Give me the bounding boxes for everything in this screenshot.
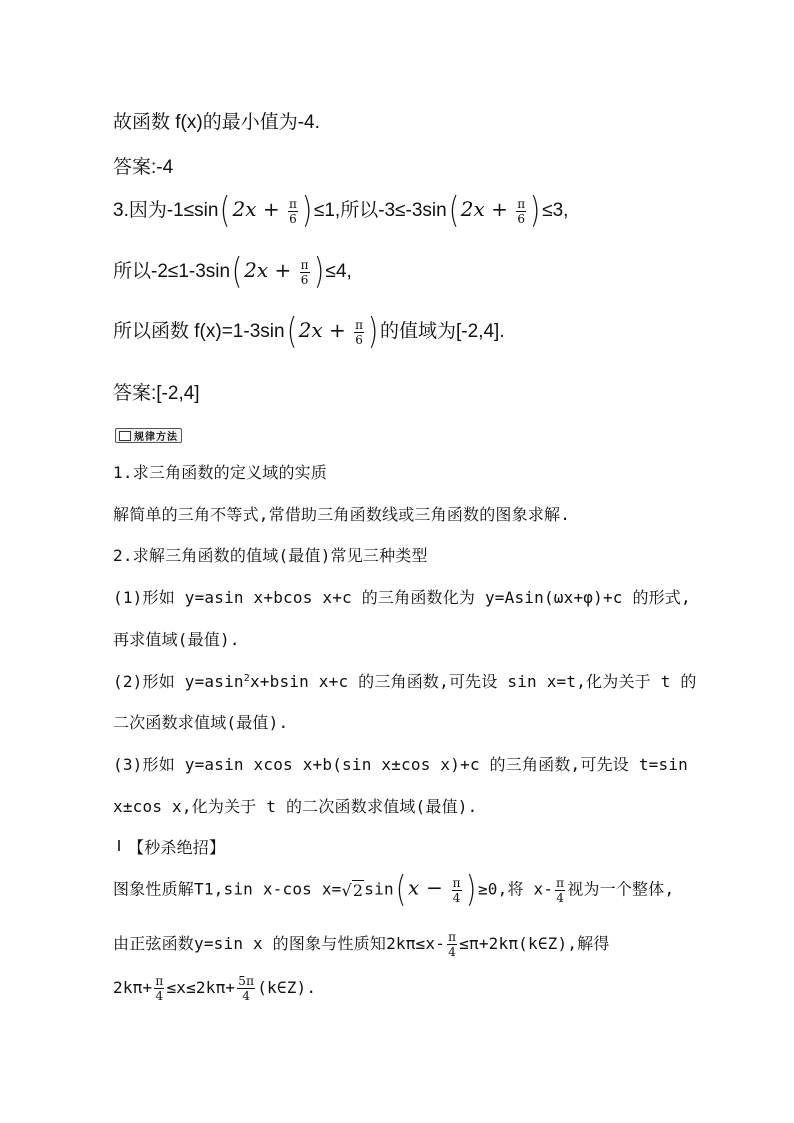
right-paren: ) <box>529 190 541 231</box>
trick-line-2-a: 由正弦函数y=sin x 的图象与性质知2kπ≤x- <box>113 934 446 953</box>
line-4-part-a: 所以-2≤1-3sin <box>113 261 231 283</box>
line-3-part-b: ≤1,所以-3≤-3sin <box>313 200 447 222</box>
trick-line-3-c: (k∈Z). <box>257 978 317 997</box>
line-5-part-a: 所以函数 f(x)=1-3sin <box>113 321 285 343</box>
trick-line-1-c: ≥0,将 x- <box>477 879 554 899</box>
line-3 <box>113 190 569 231</box>
fraction-pi-6: $\frac{\pi}{6}$ <box>300 257 309 287</box>
method-tag <box>115 428 182 443</box>
expr-arg: 2x + <box>460 197 515 222</box>
trick-line-3-b: ≤x≤2kπ+ <box>166 978 236 997</box>
fraction-pi-4: $\frac{\pi}{4}$ <box>155 974 164 1003</box>
method-line-6 <box>113 669 697 692</box>
fraction-pi-6: $\frac{\pi}{6}$ <box>289 196 297 226</box>
method-line-8: (3)形如 y=asin xcos x+b(sin x±cos x)+c 的三角函数,可先设 t=sin <box>113 755 688 774</box>
book-icon <box>119 431 131 441</box>
line-3-part-c: ≤3, <box>542 200 569 222</box>
line-4 <box>113 251 352 292</box>
line-5 <box>113 311 505 352</box>
trick-line-3 <box>113 974 316 1003</box>
fraction-pi-4: $\frac{\pi}{4}$ <box>452 875 461 905</box>
line-4-part-b: ≤4, <box>325 261 352 283</box>
line-5-part-b: 的值域为[-2,4]. <box>380 321 505 343</box>
line-3-part-a: 3.因为-1≤sin <box>113 200 219 222</box>
left-paren: ( <box>286 311 297 352</box>
trick-line-2 <box>113 930 610 959</box>
method-line-2: 解简单的三角不等式,常借助三角函数线或三角函数的图象求解. <box>113 505 571 524</box>
method-line-3: 2.求解三角函数的值域(最值)常见三种类型 <box>113 546 428 565</box>
trick-heading: 【秒杀绝招】 <box>128 838 226 857</box>
answer-2: 答案:[-2,4] <box>113 383 200 404</box>
method-line-4: (1)形如 y=asin x+bcos x+c 的三角函数化为 y=Asin(ωx+φ)+c 的形式, <box>113 588 691 607</box>
expr-arg: 2x + <box>232 197 286 222</box>
expr-x-minus: x − <box>408 875 450 900</box>
method-tag-label: 规律方法 <box>134 432 178 443</box>
method-line-9: x±cos x,化为关于 t 的二次函数求值域(最值). <box>113 797 478 816</box>
right-paren: ) <box>301 190 313 231</box>
line-min-value: 故函数 f(x)的最小值为-4. <box>113 112 320 133</box>
right-paren: ) <box>367 311 379 352</box>
trick-line-1-a: 图象性质解T1,sin x-cos x= <box>113 879 342 899</box>
fraction-pi-4: $\frac{\pi}{4}$ <box>448 930 457 959</box>
method-line-6-b: x+bsin x+c 的三角函数,可先设 sin x=t,化为关于 t 的 <box>249 672 697 691</box>
left-paren: ( <box>448 190 460 231</box>
fraction-pi-6: $\frac{\pi}{6}$ <box>355 317 363 347</box>
method-line-7: 二次函数求值域(最值). <box>113 713 289 732</box>
sqrt-2: √2 <box>341 880 364 900</box>
section-marker <box>118 840 120 851</box>
fraction-pi-6: $\frac{\pi}{6}$ <box>517 196 526 226</box>
trick-line-3-a: 2kπ+ <box>113 978 153 997</box>
right-paren: ) <box>465 869 477 910</box>
answer-1: 答案:-4 <box>113 157 174 178</box>
method-line-5: 再求值域(最值). <box>113 630 240 649</box>
trick-line-1 <box>113 869 675 910</box>
left-paren: ( <box>395 869 407 910</box>
method-line-6-a: (2)形如 y=asin <box>113 672 244 691</box>
square-superscript: 2 <box>243 673 250 684</box>
trick-line-2-b: ≤π+2kπ(k∈Z),解得 <box>459 934 610 953</box>
trick-line-1-b: sin <box>364 879 394 899</box>
fraction-5pi-4: $\frac{5\pi}{4}$ <box>238 974 255 1003</box>
left-paren: ( <box>220 190 231 231</box>
method-line-1: 1.求三角函数的定义域的实质 <box>113 463 328 482</box>
trick-line-1-d: 视为一个整体, <box>567 879 675 899</box>
fraction-pi-4: $\frac{\pi}{4}$ <box>556 875 565 905</box>
right-paren: ) <box>313 251 324 292</box>
expr-arg: 2x + <box>298 318 353 343</box>
expr-arg: 2x + <box>244 258 298 283</box>
left-paren: ( <box>231 251 243 292</box>
